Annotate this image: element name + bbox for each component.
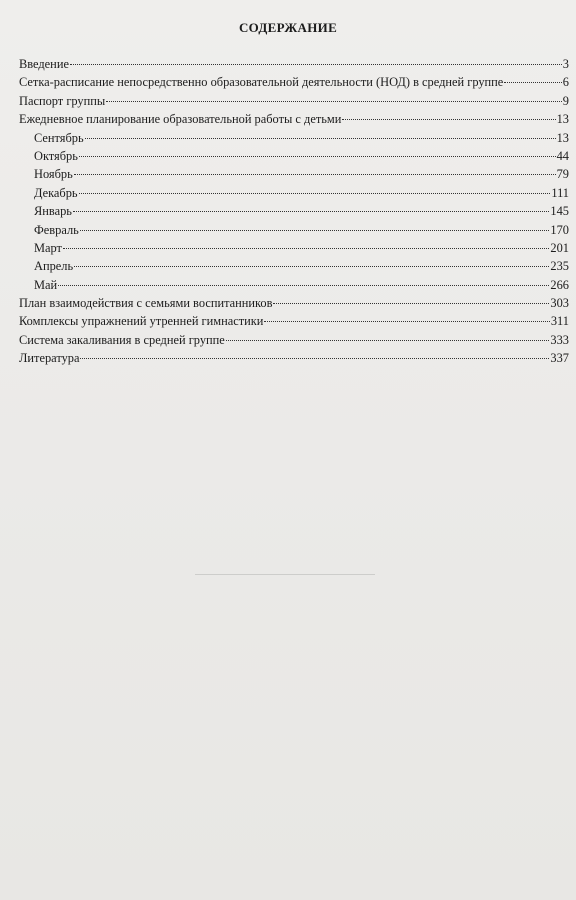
toc-leader-dots (70, 64, 562, 65)
page-title: СОДЕРЖАНИЕ (238, 20, 338, 35)
toc-entry-march[interactable] (19, 239, 569, 257)
toc-entry-label: Паспорт группы (19, 93, 106, 108)
toc-entry-label: Сентябрь (34, 130, 84, 145)
toc-leader-dots (85, 138, 556, 139)
toc-entry-page: 9 (562, 93, 569, 108)
toc-leader-dots (79, 193, 551, 194)
toc-entry-label: Октябрь (34, 148, 78, 163)
toc-entry-page: 303 (550, 296, 569, 311)
toc-leader-dots (58, 285, 549, 286)
toc-entry-label: Февраль (34, 222, 79, 237)
toc-entry-page: 3 (562, 57, 569, 71)
toc-entry-page: 266 (550, 277, 569, 292)
toc-leader-dots (273, 303, 549, 304)
toc-entry-page: 235 (550, 259, 569, 274)
toc-entry-january[interactable] (19, 202, 569, 220)
toc-entry-label: Май (34, 277, 58, 292)
toc-entry-label: Март (34, 240, 62, 255)
toc-entry-label: Январь (34, 204, 72, 219)
toc-entry-page: 13 (556, 112, 569, 127)
toc-entry-page: 79 (556, 167, 569, 182)
toc-entry-label: Апрель (34, 259, 74, 274)
toc-entry-page: 44 (556, 148, 569, 163)
toc-entry-november[interactable] (19, 165, 569, 183)
toc-leader-dots (74, 266, 549, 267)
toc-entry-label: Введение (19, 57, 69, 71)
toc-entry-page: 311 (550, 314, 569, 329)
toc-entry-label: Ноябрь (34, 167, 73, 182)
toc-entry-label: Сетка-расписание непосредственно образовательной деятельности (НОД) в средней группе (19, 75, 504, 90)
toc-entry-introduction[interactable] (19, 55, 569, 73)
toc-entry-label: План взаимодействия с семьями воспитанников (19, 296, 273, 311)
toc-entry-literature[interactable] (19, 349, 569, 367)
table-of-contents (19, 55, 569, 368)
toc-leader-dots (342, 119, 555, 120)
toc-entry-october[interactable] (19, 147, 569, 165)
toc-entry-page: 333 (550, 332, 569, 347)
toc-entry-page: 170 (550, 222, 569, 237)
toc-entry-page: 13 (556, 130, 569, 145)
toc-entry-family-plan[interactable] (19, 294, 569, 312)
show-through-mark (195, 574, 375, 575)
toc-leader-dots (80, 230, 550, 231)
toc-entry-label: Литература (19, 351, 80, 366)
toc-entry-daily-planning[interactable] (19, 110, 569, 128)
toc-entry-september[interactable] (19, 129, 569, 147)
toc-entry-schedule-grid[interactable] (19, 73, 569, 91)
toc-leader-dots (264, 321, 549, 322)
toc-entry-page: 337 (550, 351, 569, 366)
toc-entry-page: 111 (551, 185, 569, 200)
toc-leader-dots (226, 340, 550, 341)
toc-entry-february[interactable] (19, 221, 569, 239)
toc-entry-morning-exercises[interactable] (19, 312, 569, 330)
toc-entry-hardening-system[interactable] (19, 331, 569, 349)
toc-entry-label: Система закаливания в средней группе (19, 332, 225, 347)
toc-leader-dots (106, 101, 562, 102)
toc-entry-april[interactable] (19, 257, 569, 275)
toc-entry-label: Комплексы упражнений утренней гимнастики (19, 314, 264, 329)
toc-entry-label: Ежедневное планирование образовательной работы с детьми (19, 112, 342, 127)
toc-entry-group-passport[interactable] (19, 92, 569, 110)
toc-entry-page: 145 (550, 204, 569, 219)
toc-entry-page: 6 (562, 75, 569, 90)
toc-leader-dots (80, 358, 549, 359)
toc-entry-label: Декабрь (34, 185, 78, 200)
toc-leader-dots (79, 156, 556, 157)
toc-leader-dots (73, 211, 549, 212)
toc-entry-may[interactable] (19, 276, 569, 294)
toc-leader-dots (74, 174, 556, 175)
toc-leader-dots (63, 248, 549, 249)
toc-leader-dots (504, 82, 561, 83)
toc-entry-page: 201 (550, 240, 569, 255)
toc-entry-december[interactable] (19, 184, 569, 202)
